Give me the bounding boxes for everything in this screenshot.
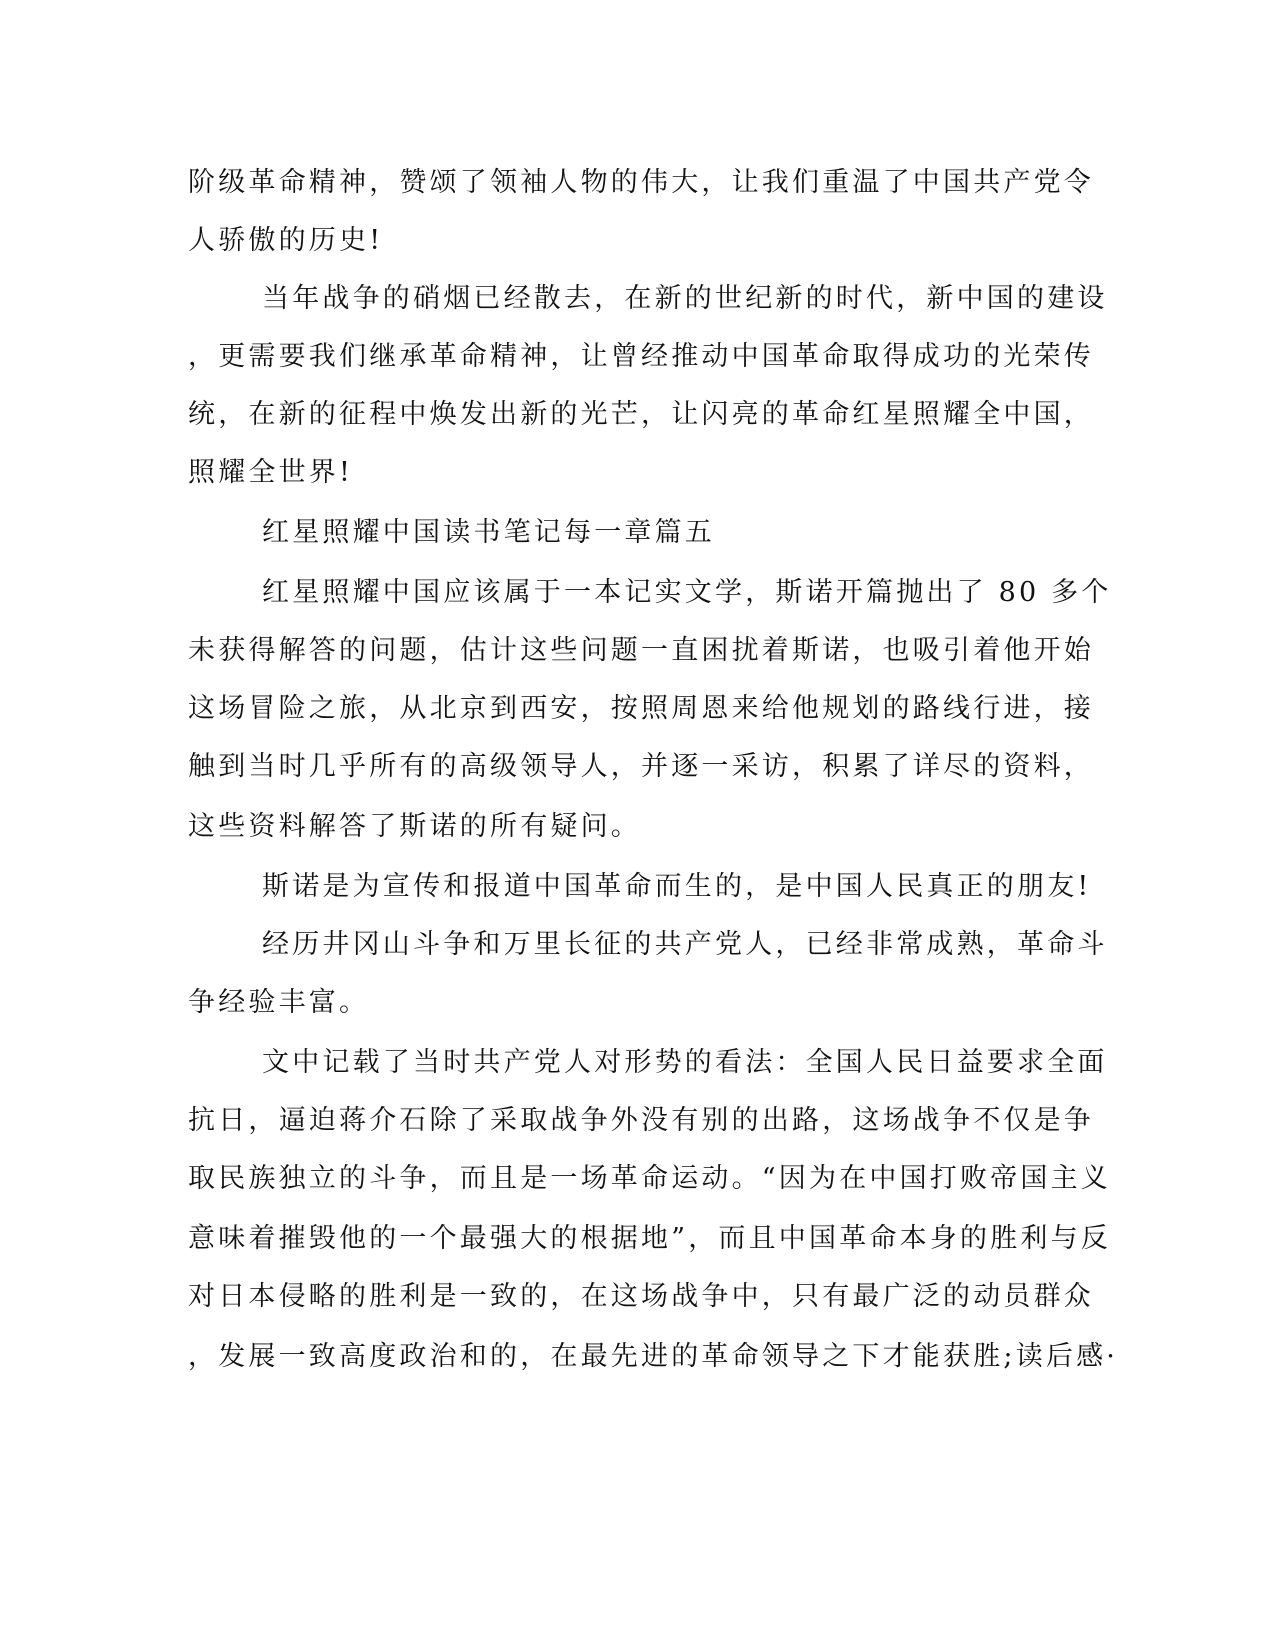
body-text-line: 人骄傲的历史!: [188, 225, 384, 256]
body-text-line: 抗日，逼迫蒋介石除了采取战争外没有别的出路，这场战争不仅是争: [188, 1105, 1094, 1136]
body-text-line: 文中记载了当时共产党人对形势的看法：全国人民日益要求全面: [262, 1047, 1108, 1078]
body-text-line: 意味着摧毁他的一个最强大的根据地”，而且中国革命本身的胜利与反: [188, 1223, 1112, 1254]
body-text-line: 照耀全世界!: [188, 457, 354, 488]
body-text-line: ，发展一致高度政治和的，在最先进的革命领导之下才能获胜;读后感·: [188, 1341, 1119, 1372]
body-text-line: ，更需要我们继承革命精神，让曾经推动中国革命取得成功的光荣传: [188, 341, 1094, 372]
body-text-line: 统，在新的征程中焕发出新的光芒，让闪亮的革命红星照耀全中国，: [188, 399, 1094, 430]
body-text-line: 阶级革命精神，赞颂了领袖人物的伟大，让我们重温了中国共产党令: [188, 167, 1094, 198]
body-text-line: 取民族独立的斗争，而且是一场革命运动。“因为在中国打败帝国主义: [188, 1163, 1112, 1194]
body-text-line: 触到当时几乎所有的高级领导人，并逐一采访，积累了详尽的资料，: [188, 751, 1094, 782]
body-text-line: 这些资料解答了斯诺的所有疑问。: [188, 811, 641, 842]
body-text-line: 经历井冈山斗争和万里长征的共产党人，已经非常成熟，革命斗: [262, 929, 1108, 960]
body-text-line: 红星照耀中国应该属于一本记实文学，斯诺开篇抛出了 80 多个: [262, 577, 1112, 608]
body-text-line: 斯诺是为宣传和报道中国革命而生的，是中国人民真正的朋友!: [262, 871, 1092, 902]
body-text-line: 这场冒险之旅，从北京到西安，按照周恩来给他规划的路线行进，接: [188, 693, 1094, 724]
body-text-line: 当年战争的硝烟已经散去，在新的世纪新的时代，新中国的建设: [262, 283, 1108, 314]
section-heading: 红星照耀中国读书笔记每一章篇五: [262, 517, 715, 548]
body-text-line: 未获得解答的问题，估计这些问题一直困扰着斯诺，也吸引着他开始: [188, 635, 1094, 666]
body-text-line: 对日本侵略的胜利是一致的，在这场战争中，只有最广泛的动员群众: [188, 1281, 1094, 1312]
body-text-line: 争经验丰富。: [188, 987, 370, 1018]
